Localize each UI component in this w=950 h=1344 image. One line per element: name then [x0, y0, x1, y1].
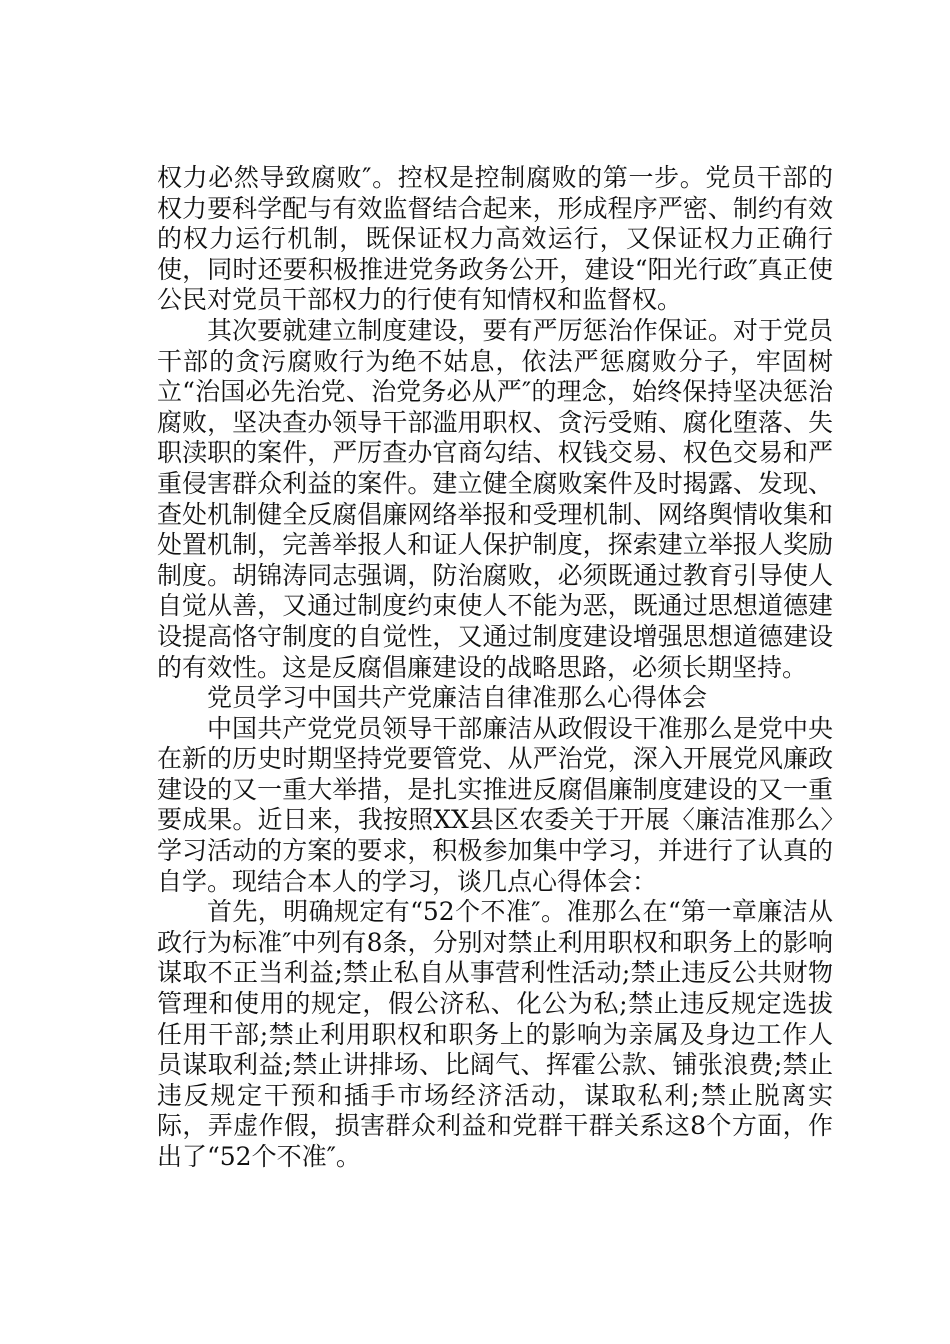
- document-body: [157, 163, 833, 1173]
- paragraph-power-control: 权力必然导致腐败″。控权是控制腐败的第一步。党员干部的权力要科学配与有效监督结合起来，形成程序严密、制约有效的权力运行机制，既保证权力高效运行，又保证权力正确行使，同时还要积极推进党务政务公开，建设“阳光行政″真正使公民对党员干部权力的行使有知情权和监督权。: [157, 163, 833, 315]
- section-heading: 党员学习中国共产党廉洁自律准那么心得体会: [207, 683, 708, 713]
- paragraph-52-rules: 首先，明确规定有“52个不准″。准那么在“第一章廉洁从政行为标准″中列有8条，分别对禁止利用职权和职务上的影响谋取不正当利益;禁止私自从事营利性活动;禁止违反公共财物管理和使用的规定，假公济私、化公为私;禁止违反规定选拔任用干部;禁止利用职权和职务上的影响为亲属及身边工作人员谋取利益;禁止讲排场、比阔气、挥霍公款、铺张浪费;禁止违反规定干预和插手市场经济活动，谋取私利;禁止脱离实际，弄虚作假，损害群众利益和党群干群关系这8个方面，作出了“52个不准″。: [157, 897, 833, 1171]
- paragraph-introduction: 中国共产党党员领导干部廉洁从政假设干准那么是党中央在新的历史时期坚持党要管党、从严治党，深入开展党风廉政建设的又一重大举措，是扎实推进反腐倡廉制度建设的又一重要成果。近日来，我按照XX县区农委关于开展〈廉洁准那么〉学习活动的方案的要求，积极参加集中学习，并进行了认真的自学。现结合本人的学习，谈几点心得体会：: [157, 713, 833, 896]
- paragraph-system-building: 其次要就建立制度建设，要有严厉惩治作保证。对于党员干部的贪污腐败行为绝不姑息，依法严惩腐败分子，牢固树立“治国必先治党、治党务必从严″的理念，始终保持坚决惩治腐败，坚决查办领导干部滥用职权、贪污受贿、腐化堕落、失职渎职的案件，严厉查办官商勾结、权钱交易、权色交易和严重侵害群众利益的案件。建立健全腐败案件及时揭露、发现、查处机制健全反腐倡廉网络举报和受理机制、网络舆情收集和处置机制，完善举报人和证人保护制度，探索建立举报人奖励制度。胡锦涛同志强调，防治腐败，必须既通过教育引导使人自觉从善，又通过制度约束使人不能为恶，既通过思想道德建设提高恪守制度的自觉性，又通过制度建设增强思想道德建设的有效性。这是反腐倡廉建设的战略思路，必须长期坚持。: [157, 315, 833, 682]
